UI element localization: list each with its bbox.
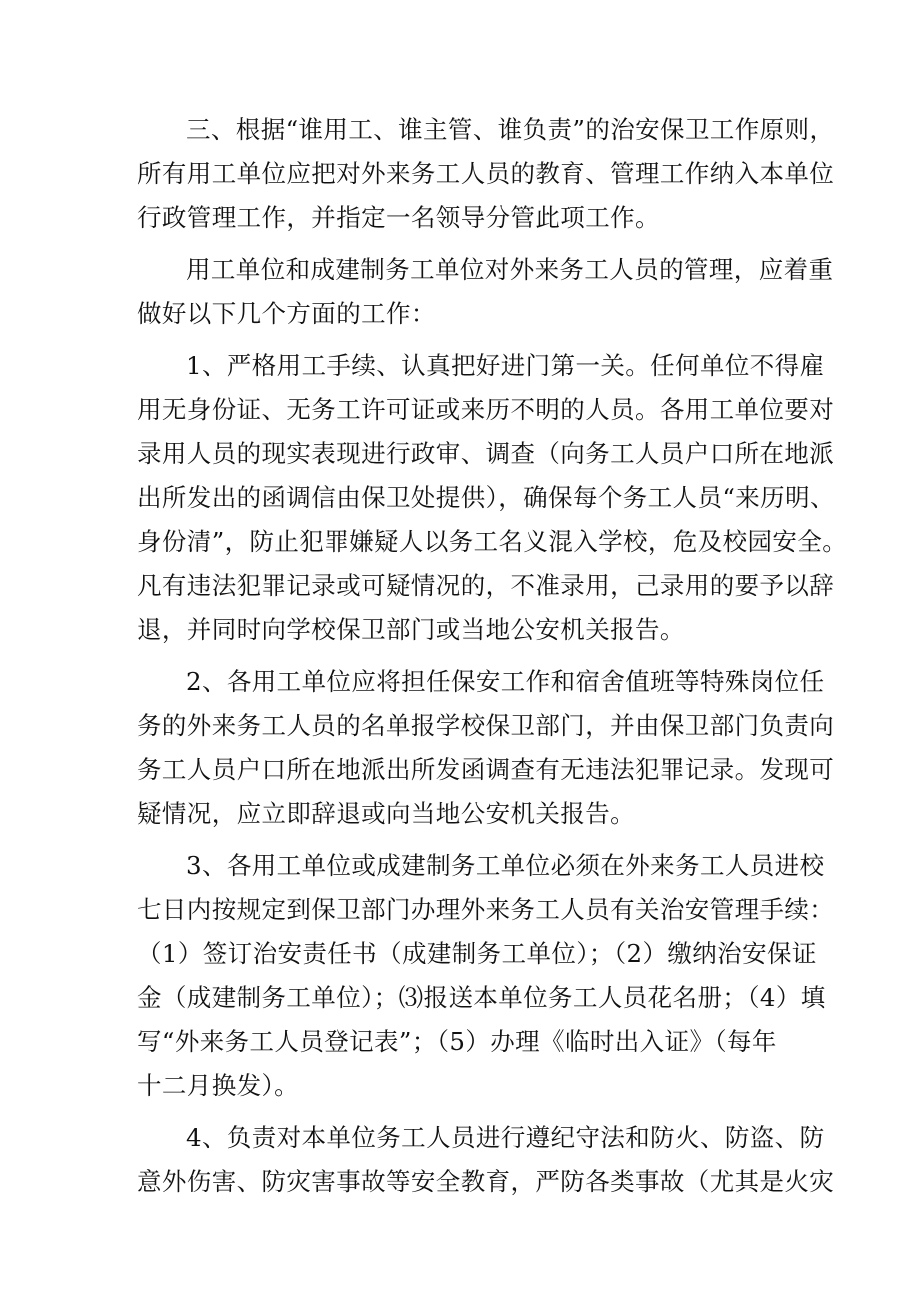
paragraph-management-intro	[137, 248, 834, 336]
text-line: 七日内按规定到保卫部门办理外来务工人员有关治安管理手续：	[137, 895, 835, 924]
text-line: 2、各用工单位应将担任保安工作和宿舍值班等特殊岗位任	[186, 667, 825, 696]
paragraph-principle	[137, 108, 835, 240]
text-line: 疑情况，应立即辞退或向当地公安机关报告。	[137, 799, 635, 828]
document-body	[137, 108, 848, 1212]
text-line: 用工单位和成建制务工单位对外来务工人员的管理，应着重	[186, 255, 834, 284]
text-line: 用无身份证、无务工许可证或来历不明的人员。各用工单位要对	[137, 395, 835, 424]
text-line: 三、根据“谁用工、谁主管、谁负责”的治安保卫工作原则，	[186, 115, 835, 144]
text-line: 3、各用工单位或成建制务工单位必须在外来务工人员进校	[186, 851, 825, 880]
text-line: 写“外来务工人员登记表”；（5）办理《临时出入证》（每年	[137, 1027, 777, 1056]
text-line: 凡有违法犯罪记录或可疑情况的，不准录用，己录用的要予以辞	[137, 571, 835, 600]
paragraph-item-1	[137, 344, 848, 652]
text-line: 4、负责对本单位务工人员进行遵纪守法和防火、防盗、防	[186, 1123, 825, 1152]
paragraph-item-3	[137, 844, 835, 1108]
text-line: 务的外来务工人员的名单报学校保卫部门，并由保卫部门负责向	[137, 711, 835, 740]
paragraph-item-4	[137, 1116, 835, 1204]
text-line: 退，并同时向学校保卫部门或当地公安机关报告。	[137, 615, 685, 644]
text-line: 做好以下几个方面的工作：	[137, 299, 436, 328]
text-line: 出所发出的函调信由保卫处提供），确保每个务工人员“来历明、	[137, 483, 835, 512]
paragraph-item-2	[137, 660, 835, 836]
text-line: 录用人员的现实表现进行政审、调查（向务工人员户口所在地派	[137, 439, 835, 468]
text-line: （1）签订治安责任书（成建制务工单位）；（2）缴纳治安保证	[137, 939, 817, 968]
text-line: 行政管理工作，并指定一名领导分管此项工作。	[137, 203, 660, 232]
text-line: 1、严格用工手续、认真把好进门第一关。任何单位不得雇	[186, 351, 825, 380]
text-line: 金（成建制务工单位）；⑶报送本单位务工人员花名册；（4）填	[137, 983, 826, 1012]
text-line: 所有用工单位应把对外来务工人员的教育、管理工作纳入本单位	[137, 159, 835, 188]
text-line: 意外伤害、防灾害事故等安全教育，严防各类事故（尤其是火灾	[137, 1167, 835, 1196]
text-line: 务工人员户口所在地派出所发函调查有无违法犯罪记录。发现可	[137, 755, 835, 784]
text-line: 身份清”，防止犯罪嫌疑人以务工名义混入学校，危及校园安全。	[137, 527, 848, 556]
text-line: 十二月换发）。	[137, 1071, 300, 1100]
